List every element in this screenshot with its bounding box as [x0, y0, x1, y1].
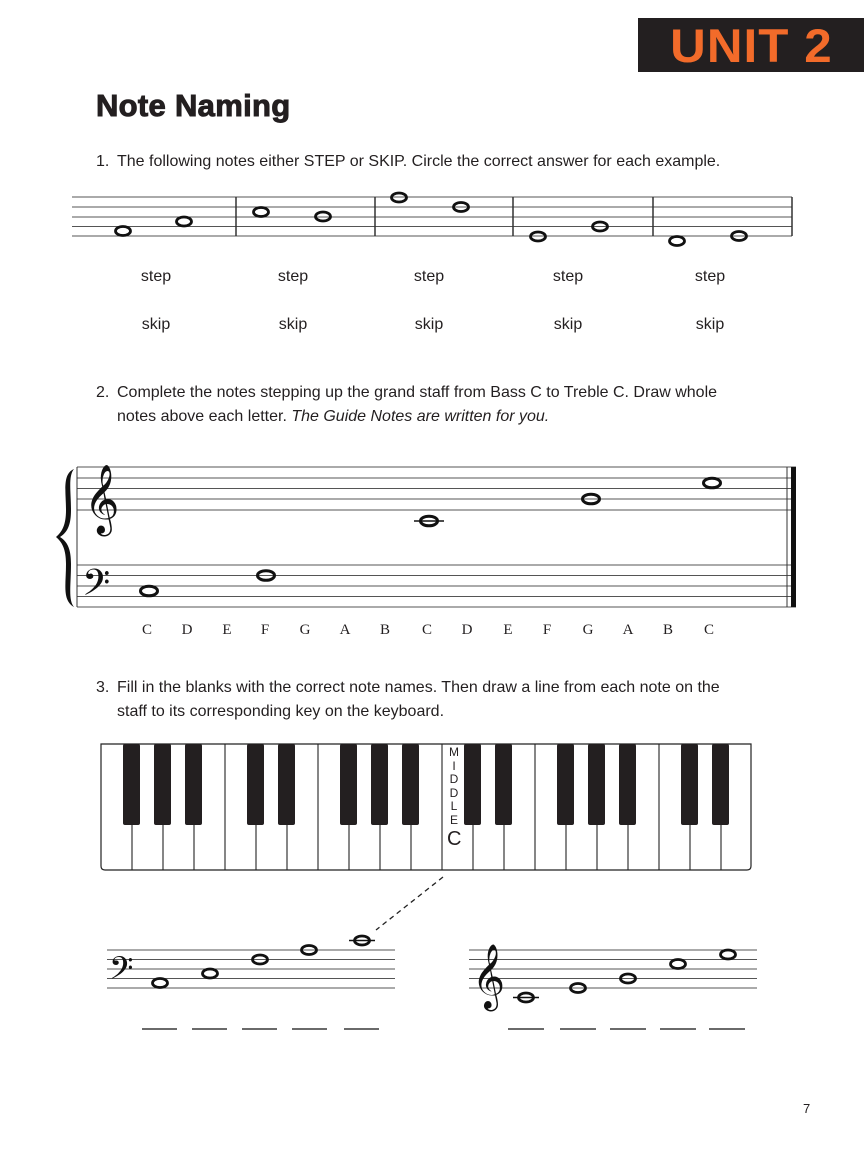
- exercise-1-number: 1.: [96, 153, 110, 170]
- exercise-3-text-line2: staff to its corresponding key on the keyboard.: [117, 703, 445, 720]
- letter-3: E: [222, 622, 232, 638]
- treble-clef-icon-small: 𝄞: [472, 944, 506, 1009]
- bass-blank-5[interactable]: [344, 1012, 379, 1030]
- treble-blank-3[interactable]: [610, 1012, 646, 1030]
- letter-10: E: [503, 622, 513, 638]
- letter-9: D: [461, 622, 473, 638]
- choice-step-2[interactable]: step: [277, 268, 309, 285]
- letter-11: F: [542, 622, 552, 638]
- bass-blank-4[interactable]: [292, 1012, 327, 1030]
- treble-blank-1[interactable]: [508, 1012, 544, 1030]
- middle-c-label-e: E: [449, 812, 458, 827]
- bass-blank-1[interactable]: [142, 1012, 177, 1030]
- letter-8: C: [421, 622, 433, 638]
- choice-skip-3[interactable]: skip: [414, 316, 444, 333]
- exercise-3-number: 3.: [96, 679, 110, 696]
- choice-step-1[interactable]: step: [140, 268, 172, 285]
- treble-blank-4[interactable]: [660, 1012, 696, 1030]
- treble-blank-2[interactable]: [560, 1012, 596, 1030]
- bass-blank-2[interactable]: [192, 1012, 227, 1030]
- exercise-2-number: 2.: [96, 384, 110, 401]
- choice-step-4[interactable]: step: [552, 268, 584, 285]
- middle-c-label-d1: D: [449, 772, 459, 786]
- choice-skip-5[interactable]: skip: [695, 316, 725, 333]
- treble-blank-5[interactable]: [709, 1012, 745, 1030]
- choice-step-3[interactable]: step: [413, 268, 445, 285]
- letter-4: F: [260, 622, 270, 638]
- treble-clef-icon: 𝄞: [84, 464, 120, 534]
- bass-blank-3[interactable]: [242, 1012, 277, 1030]
- middle-c-label-i: I: [452, 758, 456, 773]
- middle-c-label-l: L: [450, 799, 458, 813]
- letter-6: A: [339, 622, 351, 638]
- exercise-3-text-line1: Fill in the blanks with the correct note names. Then draw a line from each note on the: [117, 679, 720, 696]
- letter-14: B: [662, 622, 674, 638]
- letter-12: G: [582, 622, 594, 638]
- letter-1: C: [141, 622, 153, 638]
- choice-skip-4[interactable]: skip: [553, 316, 583, 333]
- bass-clef-icon: 𝄢: [82, 562, 111, 613]
- letter-7: B: [379, 622, 391, 638]
- dashed-connector: [376, 877, 443, 930]
- middle-c-label-m: M: [449, 745, 459, 759]
- letter-2: D: [181, 622, 193, 638]
- middle-c-label-c: C: [447, 828, 462, 850]
- page-title: Note Naming: [96, 88, 291, 123]
- letter-5: G: [299, 622, 311, 638]
- choice-skip-1[interactable]: skip: [141, 316, 171, 333]
- letter-15: C: [703, 622, 715, 638]
- choice-skip-2[interactable]: skip: [278, 316, 308, 333]
- letter-13: A: [622, 622, 634, 638]
- exercise-1-text: The following notes either STEP or SKIP. Circle the correct answer for each example.: [117, 153, 721, 170]
- exercise-2-text-line2: notes above each letter.: [117, 408, 292, 425]
- bass-clef-icon-small: 𝄢: [109, 950, 134, 994]
- middle-c-label-d2: D: [449, 785, 459, 800]
- exercise-2-guide-note-text: The Guide Notes are written for you.: [291, 408, 550, 425]
- page-number: 7: [803, 1101, 811, 1116]
- choice-step-5[interactable]: step: [694, 268, 726, 285]
- exercise-2-text-line1: Complete the notes stepping up the grand staff from Bass C to Treble C. Draw whole: [117, 384, 718, 401]
- unit-banner-text: UNIT 2: [669, 18, 833, 72]
